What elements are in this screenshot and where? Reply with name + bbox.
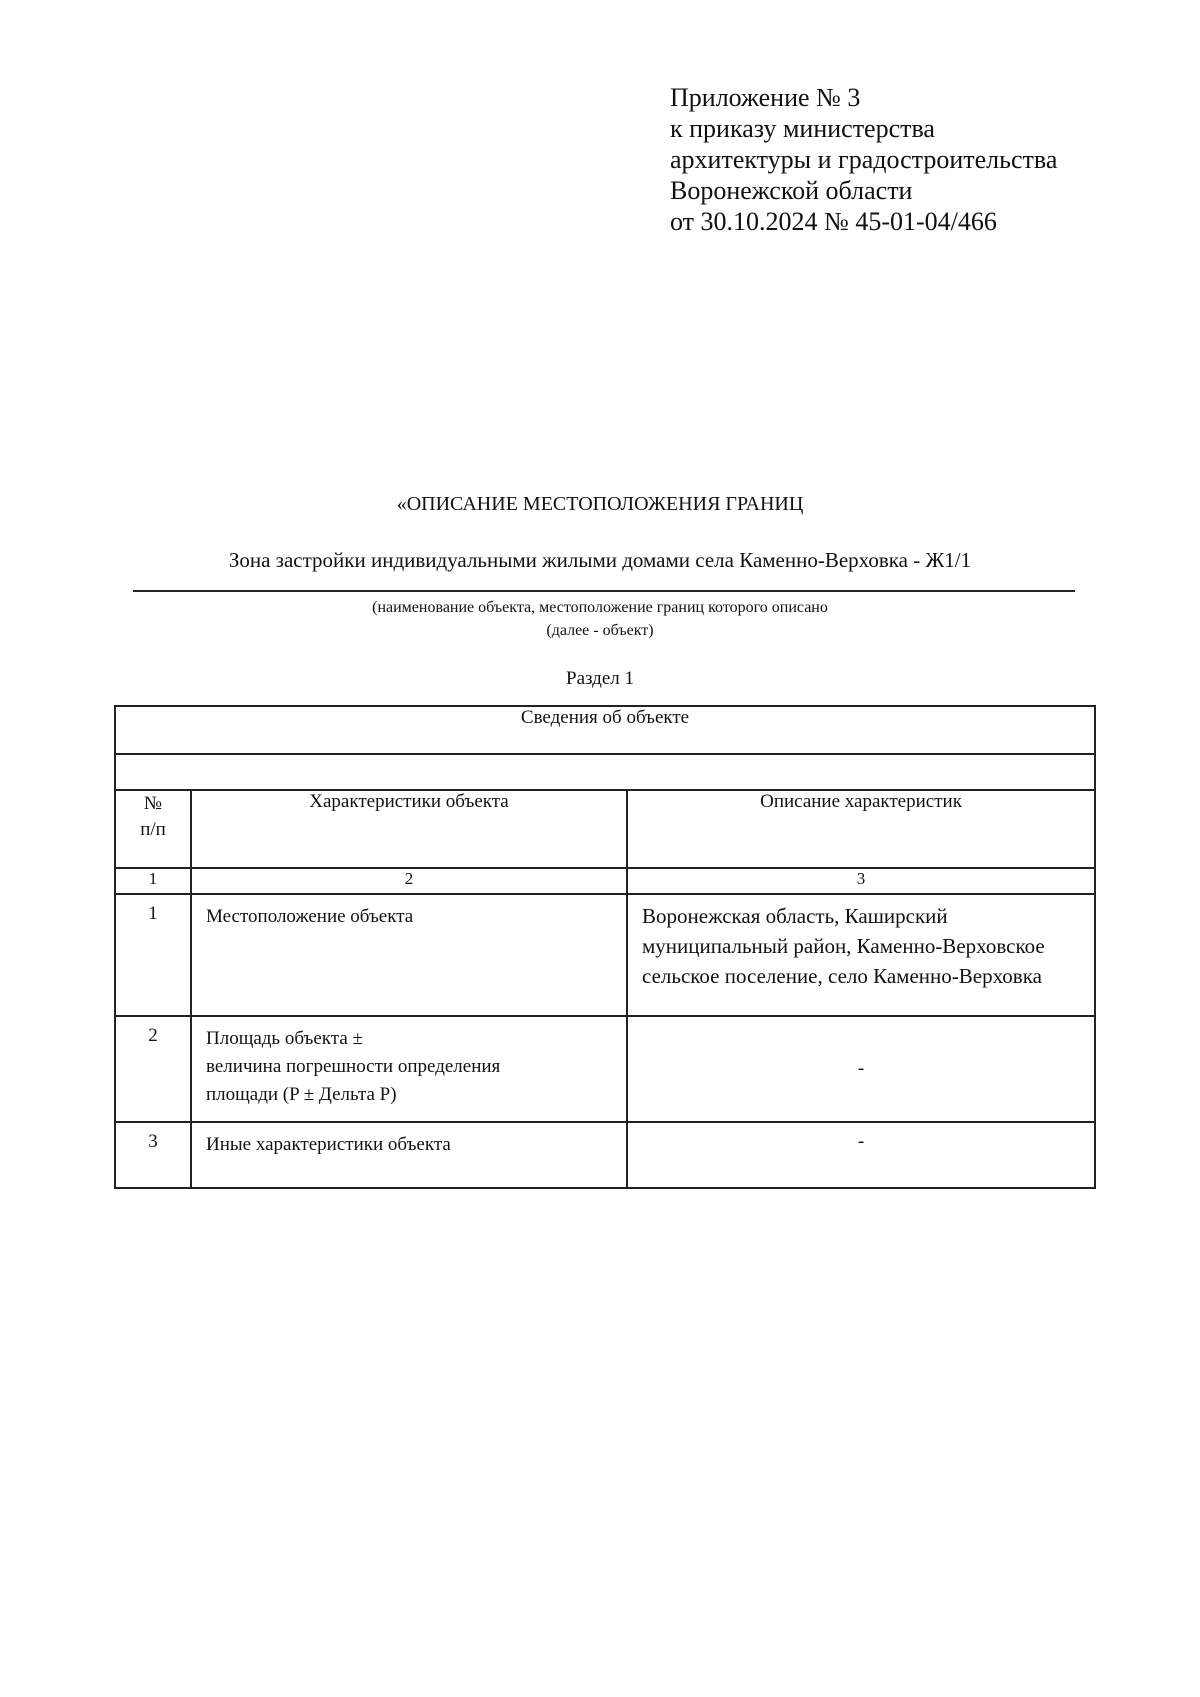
header-description: Описание характеристик [627, 790, 1095, 868]
row-description: Воронежская область, Каширский муниципальный район, Каменно-Верховское сельское поселение, село Каменно-Верховка [627, 894, 1095, 1016]
annex-line: от 30.10.2024 № 45-01-04/466 [670, 207, 997, 236]
object-info-table [114, 705, 1096, 1189]
object-name-caption [0, 596, 1200, 642]
annex-line: Воронежской области [670, 176, 913, 205]
caption-line: (наименование объекта, местоположение границ которого описано [372, 599, 828, 616]
index-cell: 3 [627, 868, 1095, 894]
index-cell: 2 [191, 868, 627, 894]
document-title: «ОПИСАНИЕ МЕСТОПОЛОЖЕНИЯ ГРАНИЦ [396, 493, 804, 515]
characteristic-line: величина погрешности определения [206, 1056, 501, 1077]
table-row [115, 1016, 1095, 1122]
table-header-row [115, 790, 1095, 868]
caption-line: (далее - объект) [546, 622, 654, 639]
row-characteristic: Местоположение объекта [191, 894, 627, 1016]
section-heading: Раздел 1 [566, 668, 634, 689]
row-characteristic: Иные характеристики объекта [191, 1122, 627, 1188]
object-name-underline [133, 590, 1075, 592]
empty-cell [115, 754, 1095, 790]
annex-line: к приказу министерства [670, 114, 935, 143]
table-empty-row [115, 754, 1095, 790]
row-number: 2 [115, 1016, 191, 1122]
header-num-line: № [143, 793, 163, 814]
row-description: - [627, 1122, 1095, 1188]
table-title: Сведения об объекте [115, 706, 1095, 754]
header-num-line: п/п [140, 819, 166, 840]
annex-line: Приложение № 3 [670, 83, 861, 112]
header-characteristics: Характеристики объекта [191, 790, 627, 868]
table-row [115, 894, 1095, 1016]
characteristic-line: площади (P ± Дельта P) [206, 1084, 397, 1105]
row-description: - [627, 1016, 1095, 1122]
header-num [115, 790, 191, 868]
row-characteristic [191, 1016, 627, 1122]
row-number: 1 [115, 894, 191, 1016]
table-index-row [115, 868, 1095, 894]
characteristic-line: Площадь объекта ± [206, 1028, 363, 1049]
annex-block [670, 82, 1057, 237]
object-name: Зона застройки индивидуальными жилыми домами села Каменно-Верховка - Ж1/1 [228, 548, 972, 572]
table-row [115, 1122, 1095, 1188]
annex-line: архитектуры и градостроительства [670, 145, 1058, 174]
table-title-row [115, 706, 1095, 754]
index-cell: 1 [115, 868, 191, 894]
row-number: 3 [115, 1122, 191, 1188]
